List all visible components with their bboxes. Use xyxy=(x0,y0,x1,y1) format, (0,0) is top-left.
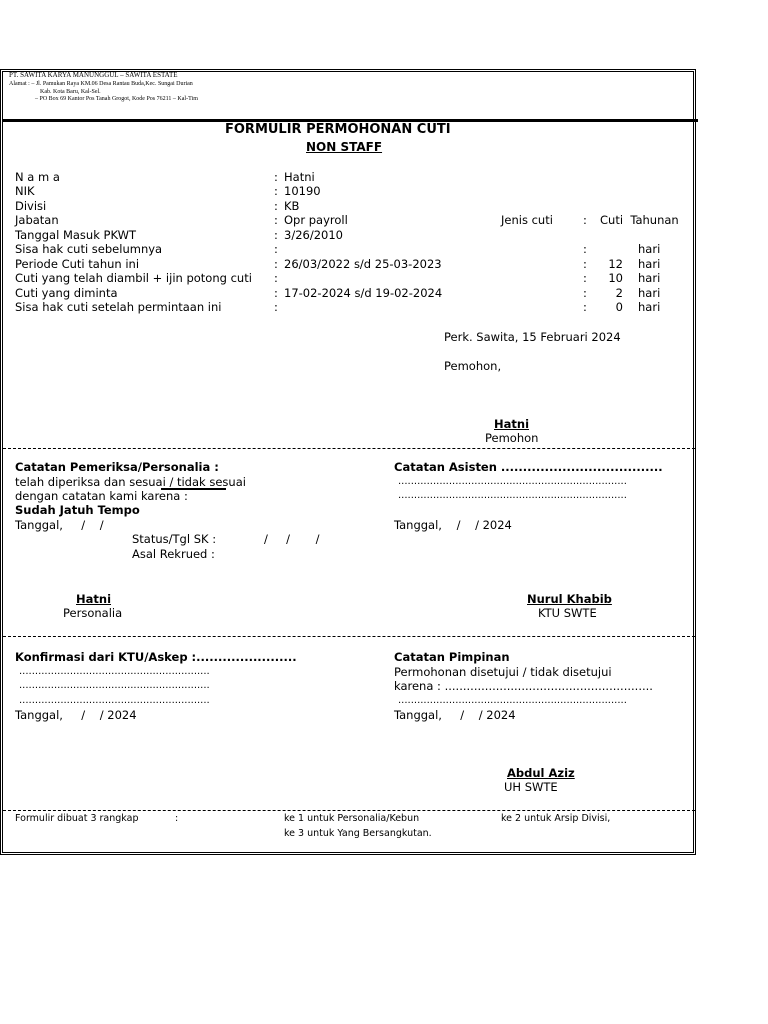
pimpinan-line-1: Permohonan disetujui / tidak disetujui xyxy=(394,665,612,679)
company-address-2: Kab. Kota Baru, Kal-Sel. xyxy=(40,89,101,95)
personalia-line-1: telah diperiksa dan sesuai / tidak sesuai xyxy=(15,475,246,489)
pimpinan-signer-role: UH SWTE xyxy=(504,780,558,794)
field-label: NIK xyxy=(15,184,35,198)
leave-type-colon: : xyxy=(583,213,587,227)
field-label: Sisa hak cuti sebelumnya xyxy=(15,242,163,256)
field-value: KB xyxy=(284,199,300,213)
company-address-3: – PO Box 69 Kantor Pos Tanah Grogot, Kode Pos 76211 – Kal-Tim xyxy=(35,96,198,102)
day-number: 12 xyxy=(608,257,623,271)
pimpinan-dots: ........................................................................ xyxy=(398,695,627,706)
field-colon: : xyxy=(274,257,278,271)
personalia-line-2: dengan catatan kami karena : xyxy=(15,489,188,503)
leave-type-label: Jenis cuti xyxy=(501,213,553,227)
section-divider xyxy=(3,448,695,449)
field-label: Tanggal Masuk PKWT xyxy=(15,228,136,242)
field-colon: : xyxy=(274,242,278,256)
day-number: 0 xyxy=(615,300,623,314)
personalia-title: Catatan Pemeriksa/Personalia : xyxy=(15,460,219,474)
ktu-dots-3: ............................................................ xyxy=(19,695,210,706)
personalia-status: Sudah Jatuh Tempo xyxy=(15,503,140,517)
section-divider xyxy=(3,636,695,637)
day-colon: : xyxy=(583,257,587,271)
personalia-signer-name: Hatni xyxy=(76,592,112,606)
status-sk-label: Status/Tgl SK : xyxy=(132,532,217,546)
day-unit: hari xyxy=(638,242,661,256)
day-colon: : xyxy=(583,300,587,314)
status-sk-value: / / / xyxy=(264,532,320,546)
section-divider xyxy=(3,810,695,811)
pemohon-label: Pemohon, xyxy=(444,359,502,373)
company-name: PT. SAWITA KARYA MANUNGGUL – SAWITA ESTATE xyxy=(9,71,178,79)
field-label: Sisa hak cuti setelah permintaan ini xyxy=(15,300,222,314)
field-colon: : xyxy=(274,300,278,314)
pimpinan-title: Catatan Pimpinan xyxy=(394,650,510,664)
field-value: 17-02-2024 s/d 19-02-2024 xyxy=(284,286,443,300)
field-colon: : xyxy=(274,271,278,285)
field-colon: : xyxy=(274,213,278,227)
field-value: Hatni xyxy=(284,170,315,184)
day-number: 10 xyxy=(608,271,623,285)
day-number: 2 xyxy=(615,286,623,300)
field-value: 3/26/2010 xyxy=(284,228,343,242)
day-unit: hari xyxy=(638,271,661,285)
footer-copy-3: ke 3 untuk Yang Bersangkutan. xyxy=(284,828,432,839)
asisten-title: Catatan Asisten ..................................... xyxy=(394,460,663,474)
field-label: Divisi xyxy=(15,199,47,213)
applicant-role: Pemohon xyxy=(485,431,539,445)
field-label: N a m a xyxy=(15,170,60,184)
field-colon: : xyxy=(274,170,278,184)
asisten-signer-name: Nurul Khabib xyxy=(527,592,612,606)
day-unit: hari xyxy=(638,257,661,271)
ktu-title: Konfirmasi dari KTU/Askep :....................... xyxy=(15,650,297,664)
ktu-dots-1: ............................................................ xyxy=(19,666,210,677)
day-unit: hari xyxy=(638,300,661,314)
footer-colon: : xyxy=(175,813,179,824)
field-colon: : xyxy=(274,228,278,242)
asisten-signer-role: KTU SWTE xyxy=(538,606,597,620)
field-label: Jabatan xyxy=(15,213,59,227)
place-date: Perk. Sawita, 15 Februari 2024 xyxy=(444,330,621,344)
field-colon: : xyxy=(274,184,278,198)
field-value: Opr payroll xyxy=(284,213,348,227)
ktu-dots-2: ............................................................ xyxy=(19,680,210,691)
day-unit: hari xyxy=(638,286,661,300)
footer-label: Formulir dibuat 3 rangkap xyxy=(15,813,139,824)
footer-copy-1: ke 1 untuk Personalia/Kebun xyxy=(284,813,420,824)
field-label: Cuti yang telah diambil + ijin potong cuti xyxy=(15,271,252,285)
asisten-dots-1: ........................................................................ xyxy=(398,476,627,487)
asisten-dots-2: ........................................................................ xyxy=(398,490,627,501)
company-address-1: Alamat : – Jl. Pamukan Raya KM.06 Desa Rantau Buda,Kec. Sungai Durian xyxy=(9,81,193,87)
pimpinan-line-2: karena : ......................................................... xyxy=(394,679,653,693)
asisten-date: Tanggal, / / 2024 xyxy=(394,518,512,532)
form-title: FORMULIR PERMOHONAN CUTI xyxy=(225,122,451,137)
field-label: Periode Cuti tahun ini xyxy=(15,257,140,271)
personalia-signer-role: Personalia xyxy=(63,606,123,620)
field-label: Cuti yang diminta xyxy=(15,286,118,300)
form-subtitle: NON STAFF xyxy=(306,140,383,154)
pimpinan-date: Tanggal, / / 2024 xyxy=(394,708,516,722)
ktu-date: Tanggal, / / 2024 xyxy=(15,708,137,722)
applicant-name: Hatni xyxy=(494,417,530,431)
day-colon: : xyxy=(583,271,587,285)
day-colon: : xyxy=(583,286,587,300)
leave-type-value: Cuti Tahunan xyxy=(600,213,679,227)
footer-copy-2: ke 2 untuk Arsip Divisi, xyxy=(501,813,611,824)
field-colon: : xyxy=(274,286,278,300)
field-value: 10190 xyxy=(284,184,321,198)
personalia-date: Tanggal, / / xyxy=(15,518,104,532)
field-colon: : xyxy=(274,199,278,213)
pimpinan-signer-name: Abdul Aziz xyxy=(507,766,575,780)
asal-rekrued-label: Asal Rekrued : xyxy=(132,547,215,561)
field-value: 26/03/2022 s/d 25-03-2023 xyxy=(284,257,442,271)
day-colon: : xyxy=(583,242,587,256)
